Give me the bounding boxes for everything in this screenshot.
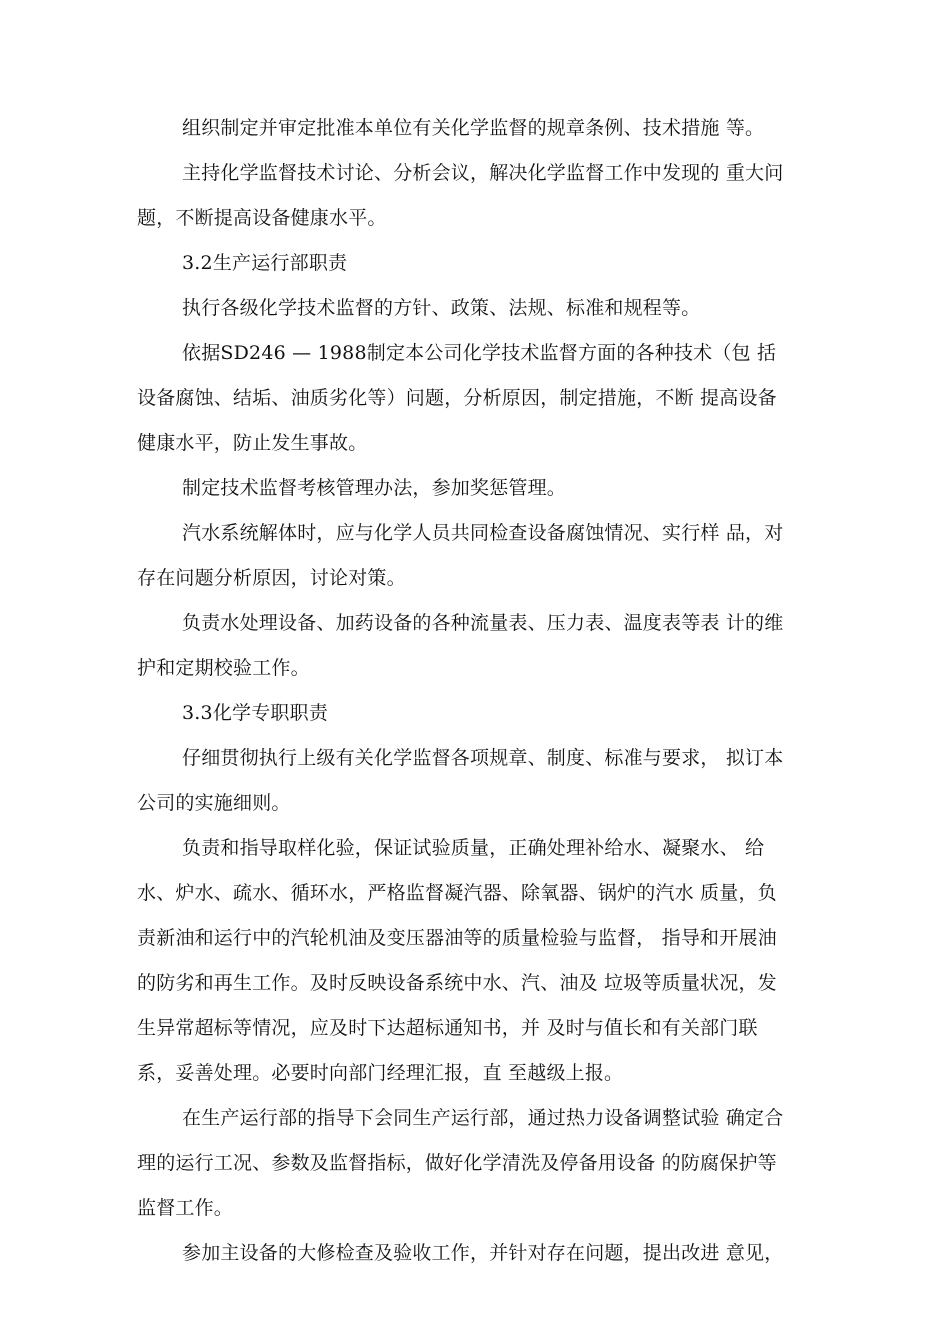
text-line: 3.2生产运行部职责 [182, 252, 348, 274]
text-line: 监督工作。 [137, 1197, 234, 1219]
text-line: 题，不断提高设备健康水平。 [137, 207, 387, 229]
text-line: 的防劣和再生工作。及时反映设备系统中水、汽、油及 垃圾等质量状况，发 [137, 972, 777, 994]
text-line: 在生产运行部的指导下会同生产运行部，通过热力设备调整试验 确定合 [182, 1107, 784, 1129]
body-paragraph [137, 1231, 827, 1276]
text-line: 3.3化学专职职责 [182, 702, 329, 724]
body-paragraph [137, 736, 827, 826]
text-line: 生异常超标等情况，应及时下达超标通知书，并 及时与值长和有关部门联 [137, 1017, 758, 1039]
text-line: 系，妥善处理。必要时向部门经理汇报，直 至越级上报。 [137, 1062, 624, 1084]
section-heading [137, 691, 827, 736]
text-line: 负责水处理设备、加药设备的各种流量表、压力表、温度表等表 计的维 [182, 612, 784, 634]
text-line: 公司的实施细则。 [137, 792, 291, 814]
section-heading [137, 241, 827, 286]
text-line: 组织制定并审定批准本单位有关化学监督的规章条例、技术措施 等。 [182, 117, 765, 139]
body-paragraph [137, 331, 827, 466]
body-paragraph [137, 106, 827, 151]
text-line: 存在问题分析原因，讨论对策。 [137, 567, 406, 589]
body-paragraph [137, 286, 827, 331]
text-line: 设备腐蚀、结垢、油质劣化等）问题，分析原因，制定措施，不断 提高设备 [137, 387, 777, 409]
body-paragraph [137, 1096, 827, 1231]
text-line: 护和定期校验工作。 [137, 657, 310, 679]
body-paragraph [137, 511, 827, 601]
body-paragraph [137, 151, 827, 241]
text-line: 执行各级化学技术监督的方针、政策、法规、标准和规程等。 [182, 297, 701, 319]
body-paragraph [137, 826, 827, 1096]
text-line: 依据SD246 — 1988制定本公司化学技术监督方面的各种技术（包 括 [182, 342, 777, 364]
text-line: 负责和指导取样化验，保证试验质量，正确处理补给水、凝聚水、 给 [182, 837, 765, 859]
text-line: 理的运行工况、参数及监督指标，做好化学清洗及停备用设备 的防腐保护等 [137, 1152, 777, 1174]
text-line: 制定技术监督考核管理办法，参加奖惩管理。 [182, 477, 567, 499]
text-line: 健康水平，防止发生事故。 [137, 432, 368, 454]
text-line: 责新油和运行中的汽轮机油及变压器油等的质量检验与监督， 指导和开展油 [137, 927, 777, 949]
body-paragraph [137, 601, 827, 691]
text-line: 参加主设备的大修检查及验收工作，并针对存在问题，提出改进 意见， [182, 1242, 784, 1264]
body-paragraph [137, 466, 827, 511]
text-line: 水、炉水、疏水、循环水，严格监督凝汽器、除氧器、锅炉的汽水 质量，负 [137, 882, 777, 904]
text-line: 仔细贯彻执行上级有关化学监督各项规章、制度、标准与要求， 拟订本 [182, 747, 784, 769]
text-line: 汽水系统解体时，应与化学人员共同检查设备腐蚀情况、实行样 品，对 [182, 522, 784, 544]
text-line: 主持化学监督技术讨论、分析会议，解决化学监督工作中发现的 重大问 [182, 162, 784, 184]
document-body [137, 106, 827, 1276]
